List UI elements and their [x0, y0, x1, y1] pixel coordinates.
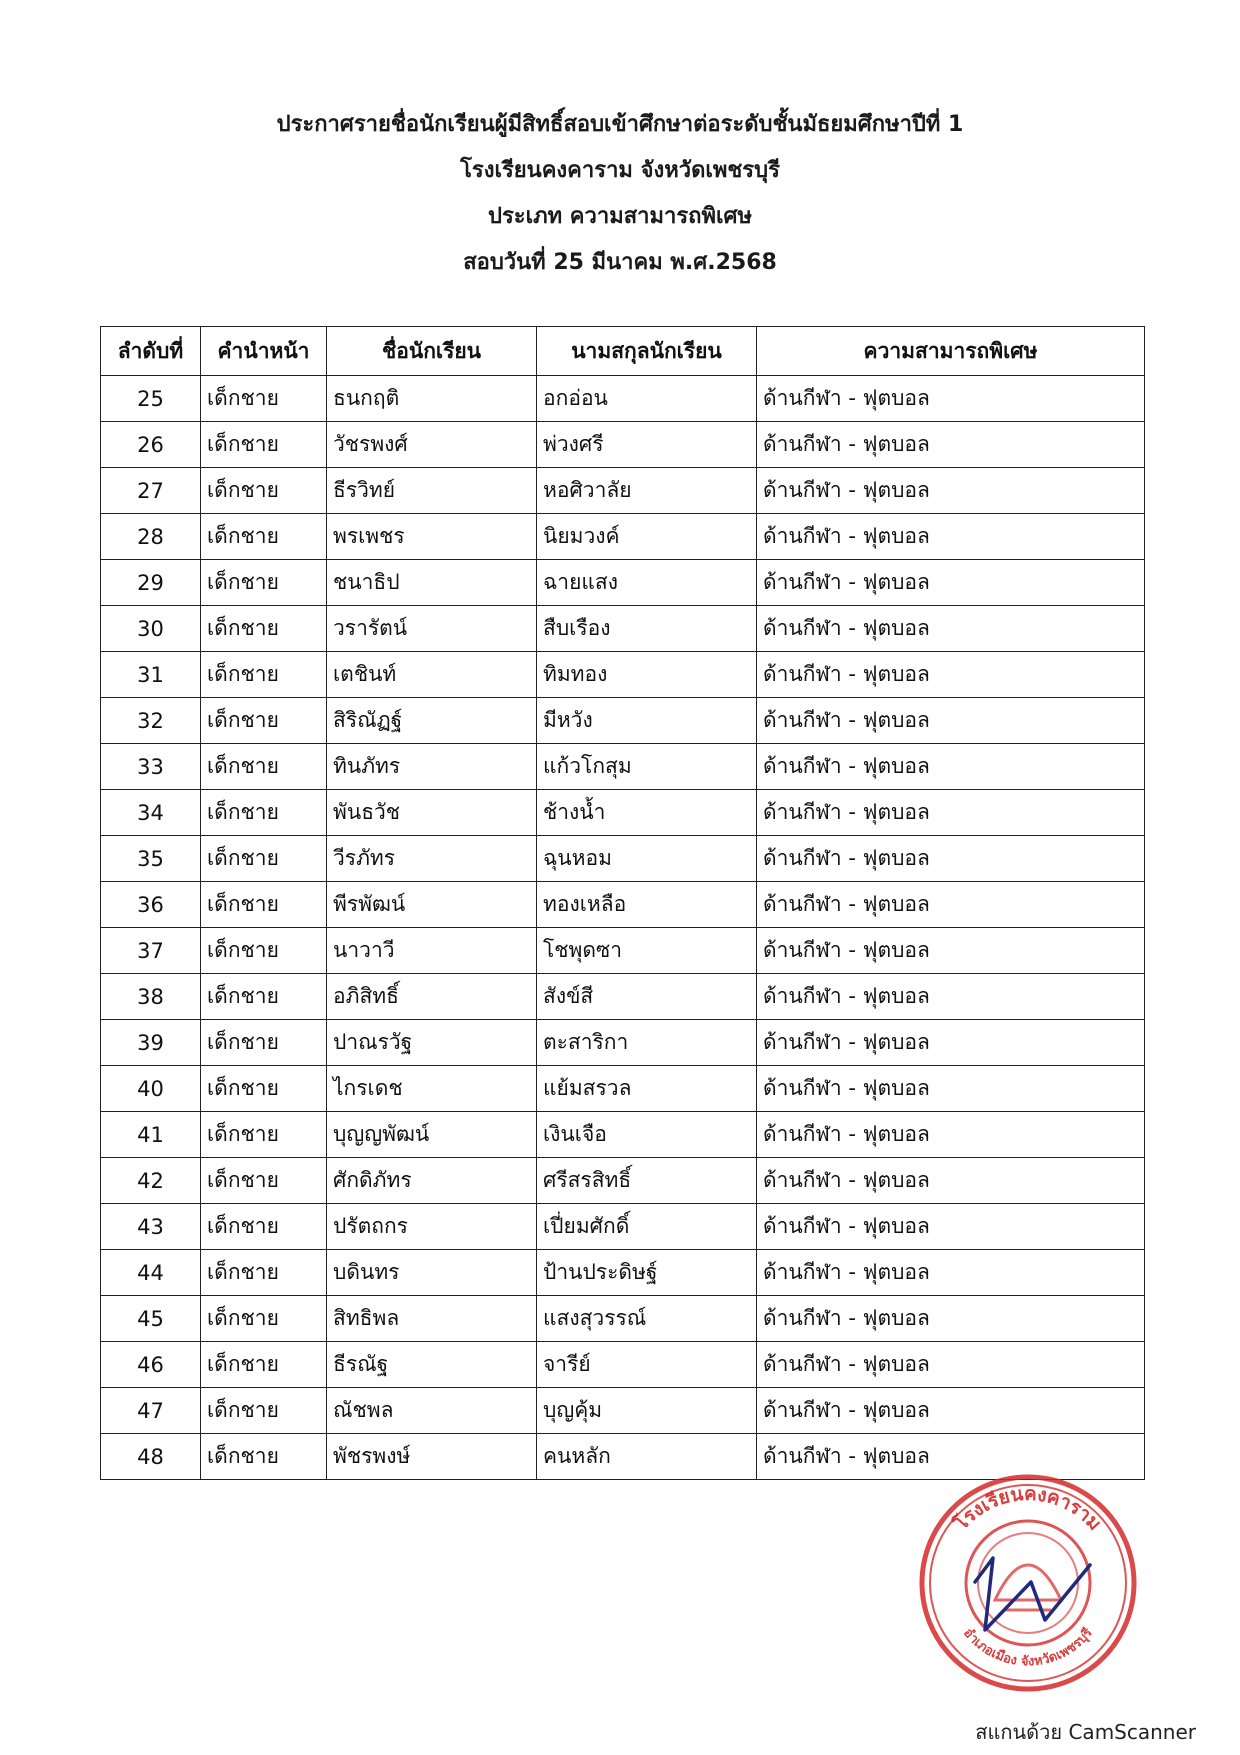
table-row — [101, 1296, 1145, 1342]
cell-no: 32 — [101, 698, 201, 744]
table-row — [101, 744, 1145, 790]
cell-first-name: เตชินท์ — [327, 652, 537, 698]
seal-top-text: โรงเรียนคงคาราม — [950, 1482, 1106, 1535]
cell-first-name: สิริณัฏฐ์ — [327, 698, 537, 744]
cell-skill: ด้านกีฬา - ฟุตบอล — [757, 1158, 1145, 1204]
cell-first-name: ณัชพล — [327, 1388, 537, 1434]
cell-prefix: เด็กชาย — [201, 1388, 327, 1434]
cell-skill: ด้านกีฬา - ฟุตบอล — [757, 882, 1145, 928]
cell-prefix: เด็กชาย — [201, 790, 327, 836]
cell-first-name: ธีรวิทย์ — [327, 468, 537, 514]
table-row — [101, 1388, 1145, 1434]
cell-prefix: เด็กชาย — [201, 1112, 327, 1158]
cell-last-name: พ่วงศรี — [537, 422, 757, 468]
cell-last-name: แก้วโกสุม — [537, 744, 757, 790]
table-row — [101, 836, 1145, 882]
cell-first-name: พัชรพงษ์ — [327, 1434, 537, 1480]
header-no: ลำดับที่ — [101, 327, 201, 376]
cell-first-name: บดินทร — [327, 1250, 537, 1296]
cell-skill: ด้านกีฬา - ฟุตบอล — [757, 606, 1145, 652]
cell-skill: ด้านกีฬา - ฟุตบอล — [757, 836, 1145, 882]
cell-no: 42 — [101, 1158, 201, 1204]
cell-skill: ด้านกีฬา - ฟุตบอล — [757, 790, 1145, 836]
title-line-4: สอบวันที่ 25 มีนาคม พ.ศ.2568 — [463, 250, 777, 275]
cell-first-name: พีรพัฒน์ — [327, 882, 537, 928]
table-row — [101, 606, 1145, 652]
cell-first-name: วัชรพงศ์ — [327, 422, 537, 468]
cell-no: 47 — [101, 1388, 201, 1434]
header-first-name: ชื่อนักเรียน — [327, 327, 537, 376]
cell-skill: ด้านกีฬา - ฟุตบอล — [757, 1020, 1145, 1066]
table-row — [101, 1158, 1145, 1204]
cell-last-name: ป้านประดิษฐ์ — [537, 1250, 757, 1296]
cell-prefix: เด็กชาย — [201, 1250, 327, 1296]
cell-last-name: โชพุดซา — [537, 928, 757, 974]
table-row — [101, 468, 1145, 514]
table-row — [101, 974, 1145, 1020]
cell-prefix: เด็กชาย — [201, 698, 327, 744]
cell-no: 34 — [101, 790, 201, 836]
cell-last-name: มีหวัง — [537, 698, 757, 744]
cell-skill: ด้านกีฬา - ฟุตบอล — [757, 514, 1145, 560]
cell-skill: ด้านกีฬา - ฟุตบอล — [757, 928, 1145, 974]
cell-prefix: เด็กชาย — [201, 376, 327, 422]
table-row — [101, 698, 1145, 744]
cell-no: 30 — [101, 606, 201, 652]
title-line-3: ประเภท ความสามารถพิเศษ — [488, 204, 752, 229]
table-row — [101, 928, 1145, 974]
cell-no: 40 — [101, 1066, 201, 1112]
table-row — [101, 652, 1145, 698]
table-header-row — [101, 327, 1145, 376]
cell-prefix: เด็กชาย — [201, 836, 327, 882]
table-row — [101, 790, 1145, 836]
cell-skill: ด้านกีฬา - ฟุตบอล — [757, 1388, 1145, 1434]
cell-no: 37 — [101, 928, 201, 974]
cell-skill: ด้านกีฬา - ฟุตบอล — [757, 376, 1145, 422]
scanner-watermark: สแกนด้วย CamScanner — [975, 1720, 1196, 1744]
student-table — [100, 326, 1145, 1480]
cell-last-name: อกอ่อน — [537, 376, 757, 422]
cell-skill: ด้านกีฬา - ฟุตบอล — [757, 1066, 1145, 1112]
cell-skill: ด้านกีฬา - ฟุตบอล — [757, 468, 1145, 514]
title-line-1: ประกาศรายชื่อนักเรียนผู้มีสิทธิ์สอบเข้าศึกษาต่อระดับชั้นมัธยมศึกษาปีที่ 1 — [276, 112, 964, 137]
table-row — [101, 1250, 1145, 1296]
cell-last-name: หอศิวาลัย — [537, 468, 757, 514]
cell-prefix: เด็กชาย — [201, 1296, 327, 1342]
cell-no: 26 — [101, 422, 201, 468]
cell-last-name: ศรีสรสิทธิ์ — [537, 1158, 757, 1204]
cell-first-name: ไกรเดช — [327, 1066, 537, 1112]
cell-prefix: เด็กชาย — [201, 1066, 327, 1112]
cell-last-name: สืบเรือง — [537, 606, 757, 652]
cell-last-name: จารีย์ — [537, 1342, 757, 1388]
table-row — [101, 1204, 1145, 1250]
cell-last-name: เงินเจือ — [537, 1112, 757, 1158]
cell-first-name: วีรภัทร — [327, 836, 537, 882]
cell-skill: ด้านกีฬา - ฟุตบอล — [757, 1112, 1145, 1158]
cell-prefix: เด็กชาย — [201, 468, 327, 514]
cell-no: 45 — [101, 1296, 201, 1342]
table-row — [101, 376, 1145, 422]
cell-skill: ด้านกีฬา - ฟุตบอล — [757, 560, 1145, 606]
cell-first-name: ศักดิภัทร — [327, 1158, 537, 1204]
cell-no: 33 — [101, 744, 201, 790]
cell-prefix: เด็กชาย — [201, 1434, 327, 1480]
cell-no: 46 — [101, 1342, 201, 1388]
cell-first-name: สิทธิพล — [327, 1296, 537, 1342]
cell-last-name: ฉายแสง — [537, 560, 757, 606]
cell-no: 39 — [101, 1020, 201, 1066]
header-skill: ความสามารถพิเศษ — [757, 327, 1145, 376]
cell-no: 38 — [101, 974, 201, 1020]
table-row — [101, 422, 1145, 468]
table-row — [101, 1020, 1145, 1066]
table-row — [101, 1066, 1145, 1112]
cell-first-name: ปาณรวัฐ — [327, 1020, 537, 1066]
cell-no: 48 — [101, 1434, 201, 1480]
cell-no: 44 — [101, 1250, 201, 1296]
cell-last-name: เปี่ยมศักดิ์ — [537, 1204, 757, 1250]
cell-skill: ด้านกีฬา - ฟุตบอล — [757, 744, 1145, 790]
title-line-2: โรงเรียนคงคาราม จังหวัดเพชรบุรี — [460, 158, 780, 183]
cell-skill: ด้านกีฬา - ฟุตบอล — [757, 1250, 1145, 1296]
cell-last-name: ทองเหลือ — [537, 882, 757, 928]
cell-first-name: พันธวัช — [327, 790, 537, 836]
cell-prefix: เด็กชาย — [201, 744, 327, 790]
cell-no: 25 — [101, 376, 201, 422]
cell-prefix: เด็กชาย — [201, 422, 327, 468]
table-row — [101, 560, 1145, 606]
table-row — [101, 882, 1145, 928]
cell-first-name: พรเพชร — [327, 514, 537, 560]
cell-prefix: เด็กชาย — [201, 652, 327, 698]
cell-skill: ด้านกีฬา - ฟุตบอล — [757, 1204, 1145, 1250]
cell-skill: ด้านกีฬา - ฟุตบอล — [757, 422, 1145, 468]
cell-prefix: เด็กชาย — [201, 928, 327, 974]
cell-prefix: เด็กชาย — [201, 1342, 327, 1388]
table-row — [101, 514, 1145, 560]
school-seal — [915, 1470, 1141, 1696]
cell-prefix: เด็กชาย — [201, 1020, 327, 1066]
cell-first-name: อภิสิทธิ์ — [327, 974, 537, 1020]
cell-no: 36 — [101, 882, 201, 928]
cell-no: 43 — [101, 1204, 201, 1250]
cell-last-name: แย้มสรวล — [537, 1066, 757, 1112]
seal-bottom-text: อำเภอเมือง จังหวัดเพชรบุรี — [960, 1625, 1096, 1670]
cell-skill: ด้านกีฬา - ฟุตบอล — [757, 698, 1145, 744]
cell-last-name: ตะสาริกา — [537, 1020, 757, 1066]
cell-first-name: นาวาวี — [327, 928, 537, 974]
cell-no: 29 — [101, 560, 201, 606]
cell-skill: ด้านกีฬา - ฟุตบอล — [757, 652, 1145, 698]
header-last-name: นามสกุลนักเรียน — [537, 327, 757, 376]
cell-prefix: เด็กชาย — [201, 1158, 327, 1204]
cell-prefix: เด็กชาย — [201, 606, 327, 652]
cell-last-name: ช้างน้ำ — [537, 790, 757, 836]
svg-text:อำเภอเมือง จังหวัดเพชรบุรี — [960, 1625, 1096, 1670]
table-row — [101, 1342, 1145, 1388]
cell-first-name: ปรัตถกร — [327, 1204, 537, 1250]
table-row — [101, 1112, 1145, 1158]
cell-last-name: นิยมวงค์ — [537, 514, 757, 560]
table-body — [101, 376, 1145, 1480]
cell-prefix: เด็กชาย — [201, 560, 327, 606]
cell-first-name: บุญญพัฒน์ — [327, 1112, 537, 1158]
cell-no: 28 — [101, 514, 201, 560]
header-prefix: คำนำหน้า — [201, 327, 327, 376]
cell-first-name: ชนาธิป — [327, 560, 537, 606]
cell-last-name: ฉุนหอม — [537, 836, 757, 882]
document-header — [0, 102, 1240, 286]
cell-prefix: เด็กชาย — [201, 514, 327, 560]
cell-first-name: ธนกฤติ — [327, 376, 537, 422]
cell-prefix: เด็กชาย — [201, 974, 327, 1020]
cell-first-name: ทินภัทร — [327, 744, 537, 790]
cell-last-name: แสงสุวรรณ์ — [537, 1296, 757, 1342]
cell-skill: ด้านกีฬา - ฟุตบอล — [757, 1342, 1145, 1388]
cell-last-name: บุญคุ้ม — [537, 1388, 757, 1434]
cell-skill: ด้านกีฬา - ฟุตบอล — [757, 1434, 1145, 1480]
cell-first-name: ธีรณัฐ — [327, 1342, 537, 1388]
cell-no: 27 — [101, 468, 201, 514]
cell-no: 31 — [101, 652, 201, 698]
cell-skill: ด้านกีฬา - ฟุตบอล — [757, 1296, 1145, 1342]
cell-skill: ด้านกีฬา - ฟุตบอล — [757, 974, 1145, 1020]
cell-no: 41 — [101, 1112, 201, 1158]
cell-no: 35 — [101, 836, 201, 882]
cell-first-name: วรารัตน์ — [327, 606, 537, 652]
cell-last-name: ทิมทอง — [537, 652, 757, 698]
cell-last-name: คนหลัก — [537, 1434, 757, 1480]
cell-last-name: สังข์สี — [537, 974, 757, 1020]
cell-prefix: เด็กชาย — [201, 882, 327, 928]
cell-prefix: เด็กชาย — [201, 1204, 327, 1250]
